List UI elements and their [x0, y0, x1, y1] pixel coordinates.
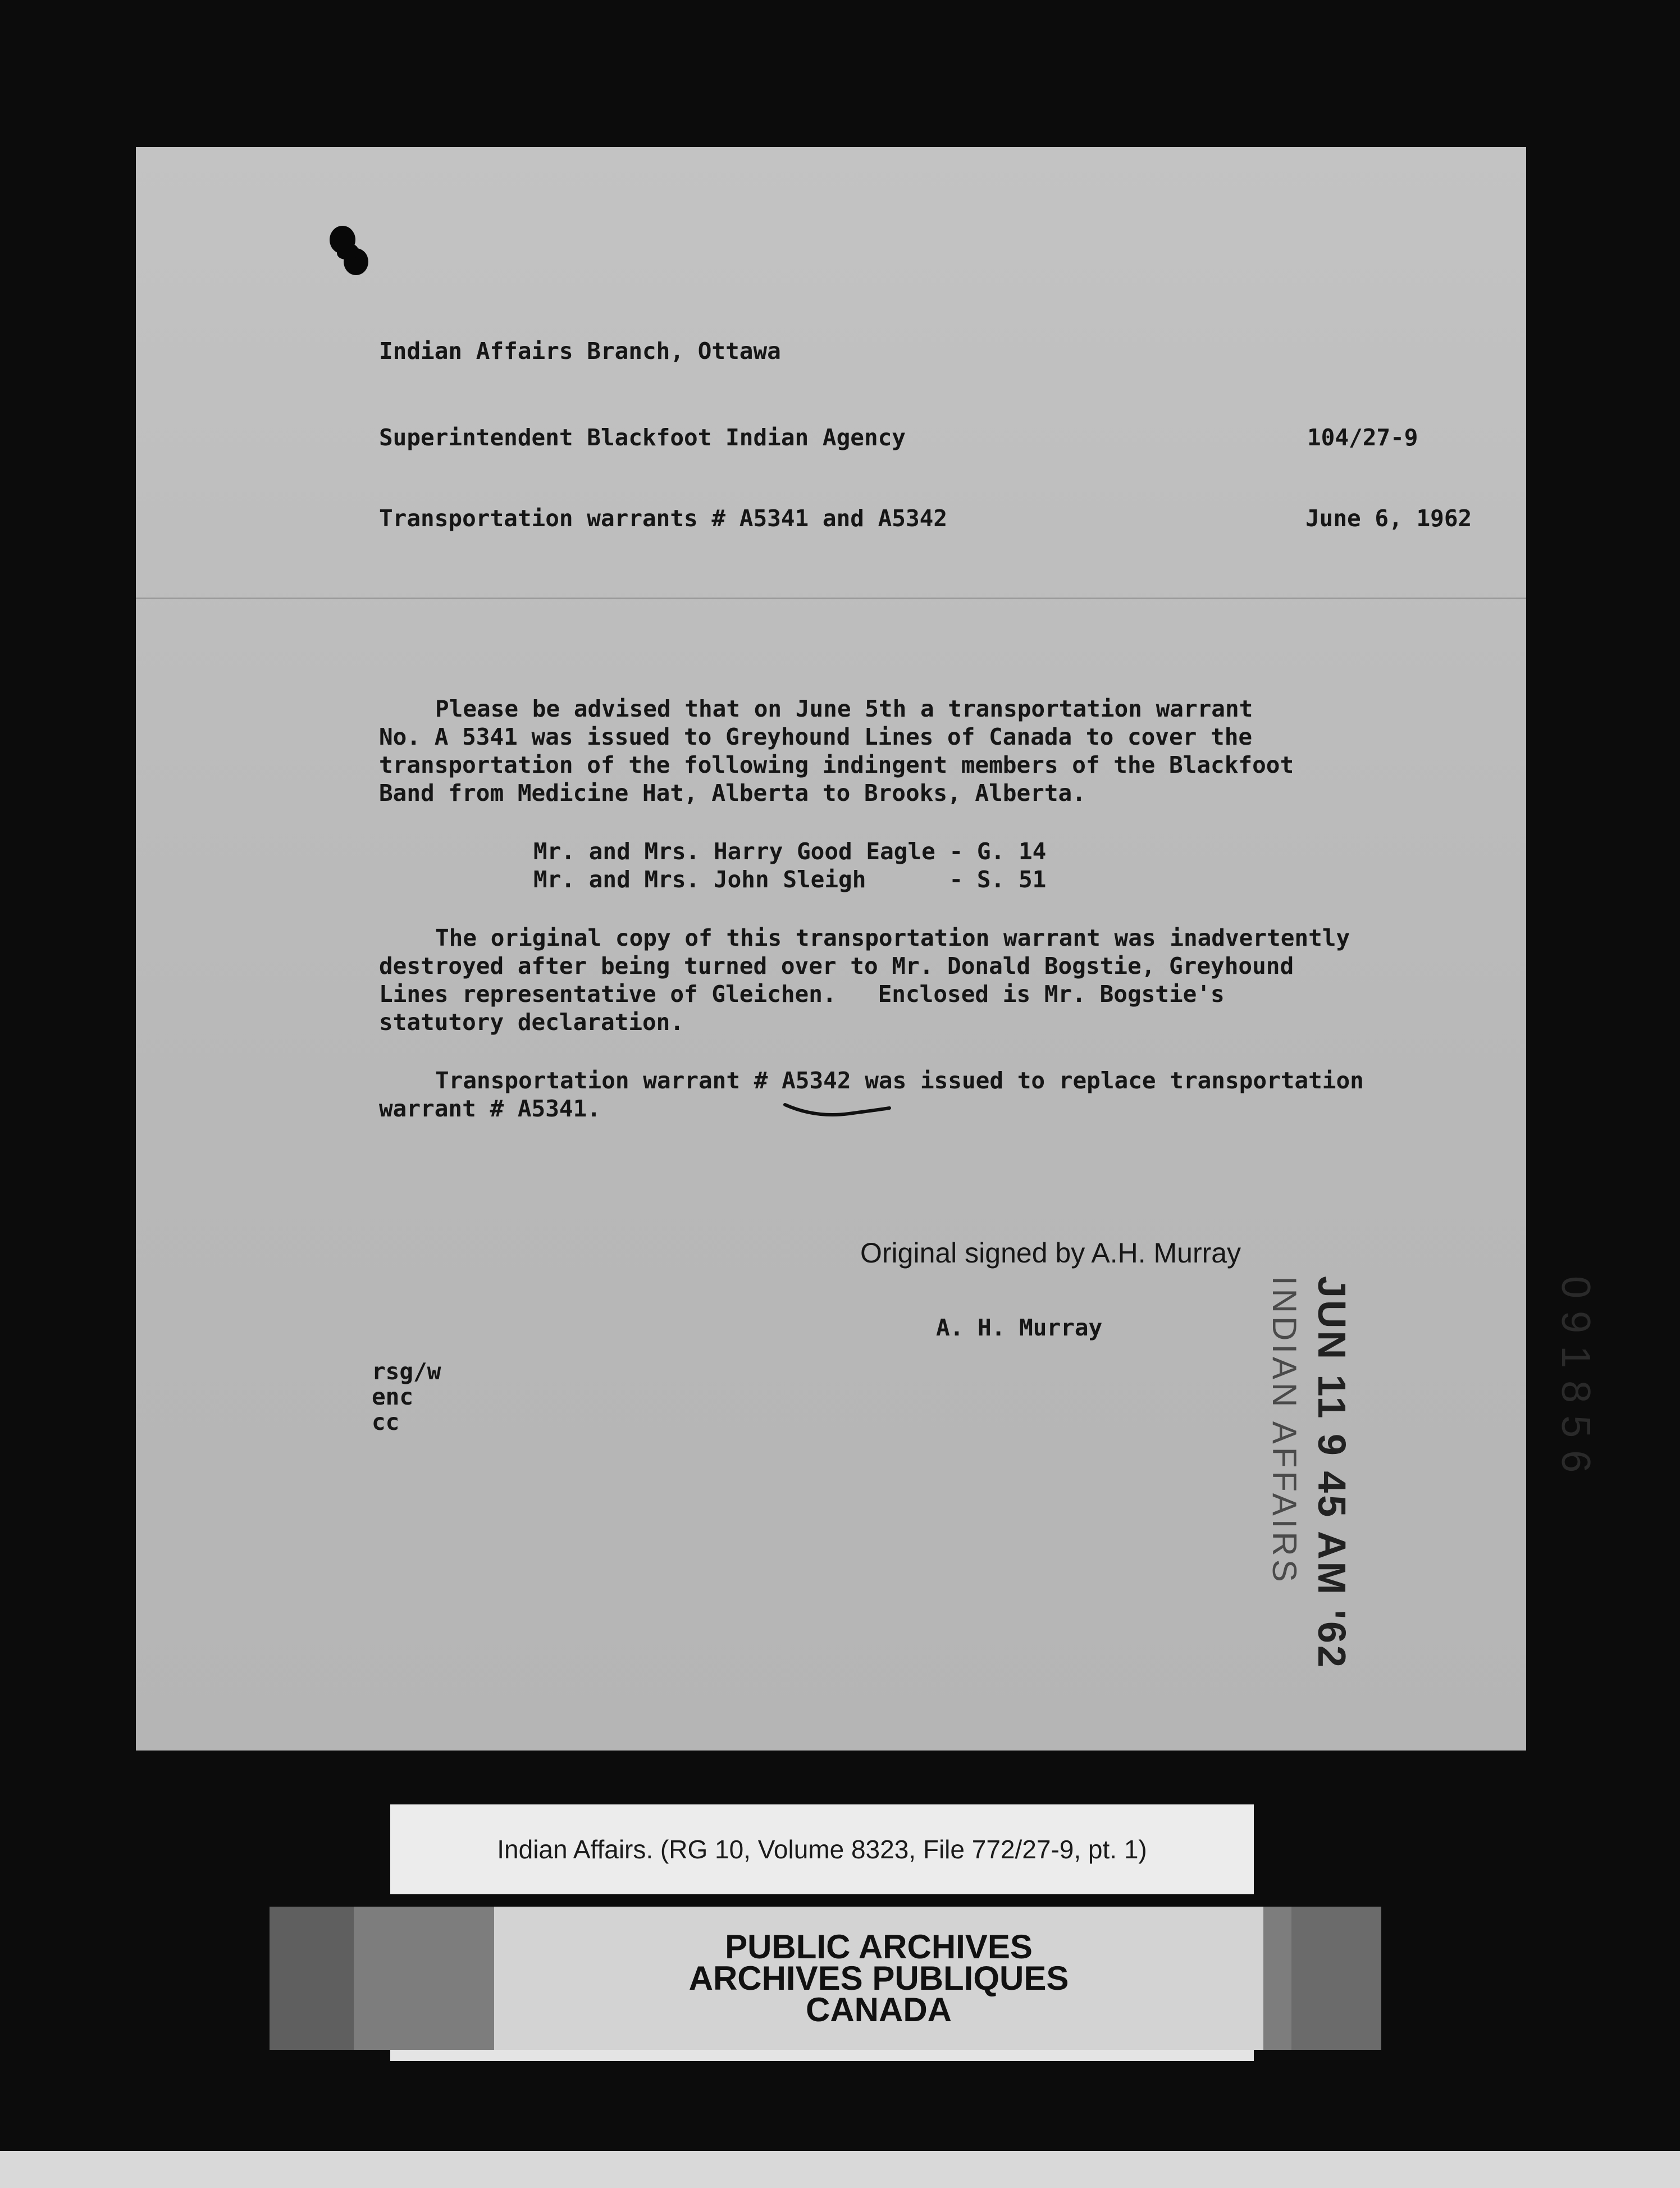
text-line: No. A 5341 was issued to Greyhound Lines of Canada to cover the	[379, 723, 1253, 750]
list-item: Mr. and Mrs. John Sleigh - S. 51	[533, 866, 1047, 893]
signature: A. H. Murray	[936, 1314, 1103, 1341]
to-line: Indian Affairs Branch, Ottawa	[379, 338, 781, 364]
archives-label-line: ARCHIVES PUBLIQUES	[688, 1959, 1069, 1997]
bottom-strip	[0, 2151, 1680, 2188]
text-line: statutory declaration.	[379, 1009, 684, 1036]
serial-number: 091856	[1553, 1276, 1598, 1485]
text-line: Band from Medicine Hat, Alberta to Brooks, Alberta.	[379, 780, 1086, 806]
fold-line	[136, 598, 1526, 599]
cc-note: cc	[372, 1408, 400, 1435]
file-number: 104/27-9	[1307, 424, 1418, 451]
reference-card	[390, 1804, 1254, 1894]
tape-shadow	[270, 1907, 354, 2050]
archives-label-line: CANADA	[806, 1991, 952, 2029]
enclosure-note: enc	[372, 1383, 414, 1410]
text-line: warrant # A5341.	[379, 1095, 601, 1122]
typist-initials: rsg/w	[372, 1358, 441, 1385]
received-date-stamp: JUN 11 9 45 AM '62	[1310, 1276, 1354, 1670]
tape-shadow	[1291, 1907, 1381, 2050]
letter-date: June 6, 1962	[1305, 505, 1472, 532]
text-line: Please be advised that on June 5th a transportation warrant	[435, 695, 1253, 722]
from-line: Superintendent Blackfoot Indian Agency	[379, 424, 906, 451]
text-line: destroyed after being turned over to Mr. Donald Bogstie, Greyhound	[379, 952, 1294, 979]
text-line: Lines representative of Gleichen. Enclosed is Mr. Bogstie's	[379, 981, 1225, 1008]
archives-label	[494, 1907, 1263, 2050]
list-item: Mr. and Mrs. Harry Good Eagle - G. 14	[533, 838, 1047, 865]
received-org-stamp: INDIAN AFFAIRS	[1266, 1276, 1303, 1585]
handwritten-underline	[782, 1099, 894, 1122]
card-edge	[390, 2050, 1254, 2061]
document-page	[136, 147, 1598, 1751]
subject-line: Transportation warrants # A5341 and A5342	[379, 505, 948, 532]
text-line: transportation of the following indingent members of the Blackfoot	[379, 751, 1294, 778]
reference-citation: Indian Affairs. (RG 10, Volume 8323, File 772/27-9, pt. 1)	[497, 1835, 1147, 1864]
text-line: Transportation warrant # A5342 was issued to replace transportation	[435, 1067, 1364, 1094]
text-line: The original copy of this transportation warrant was inadvertently	[435, 924, 1350, 951]
signed-by-note: Original signed by A.H. Murray	[860, 1237, 1241, 1269]
archives-label-line: PUBLIC ARCHIVES	[725, 1928, 1033, 1966]
ink-blot	[337, 244, 358, 259]
